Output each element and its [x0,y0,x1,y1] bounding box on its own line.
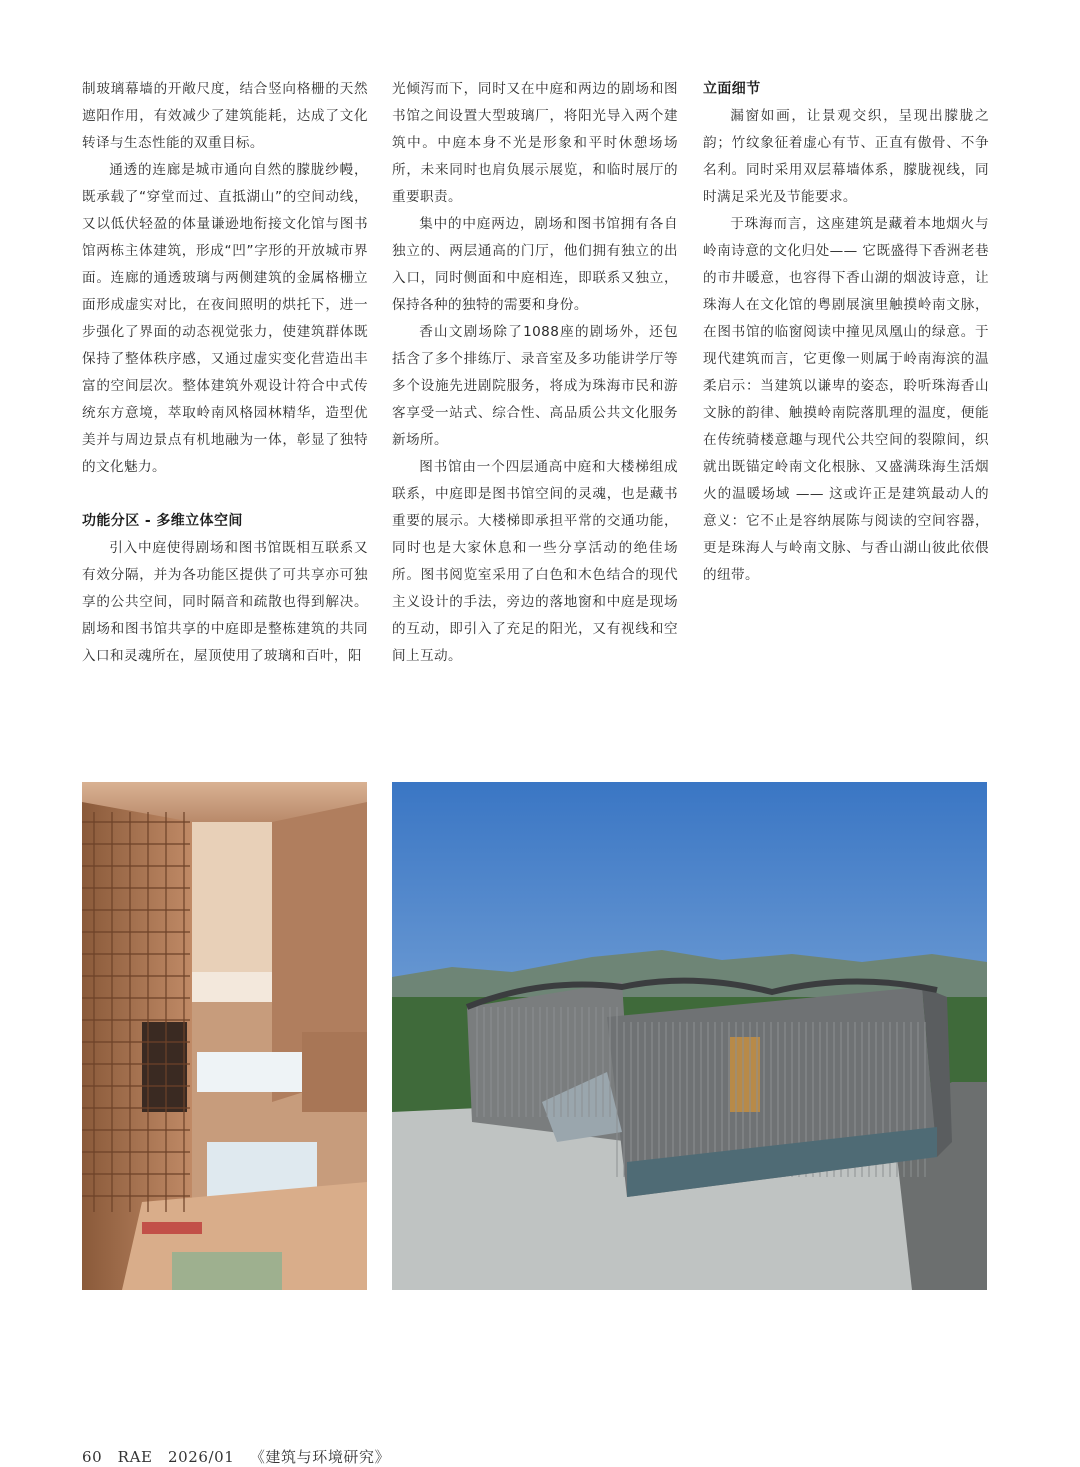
building-exterior-photo [392,782,987,1290]
paragraph: 光倾泻而下，同时又在中庭和两边的剧场和图书馆之间设置大型玻璃厂，将阳光导入两个建筑中。中庭本身不光是形象和平时休憩场场所，未来同时也肩负展示展览，和临时展厅的重要职责。 [392,81,678,205]
paragraph: 通透的连廊是城市通向自然的朦胧纱幔，既承载了“穿堂而过、直抵湖山”的空间动线，又以低伏轻盈的体量谦逊地衔接文化馆与图书馆两栋主体建筑，形成“凹”字形的开放城市界面。连廊的通透玻璃与两侧建筑的金属格栅立面形成虚实对比，在夜间照明的烘托下，进一步强化了界面的动态视觉张力，使建筑群体既保持了整体秩序感，又通过虚实变化营造出丰富的空间层次。整体建筑外观设计符合中式传统东方意境，萃取岭南风格园林精华，造型优美并与周边景点有机地融为一体，彰显了独特的文化魅力。 [82,162,368,475]
paragraph: 于珠海而言，这座建筑是藏着本地烟火与岭南诗意的文化归处—— 它既盛得下香洲老巷的市井暖意，也容得下香山湖的烟波诗意，让珠海人在文化馆的粤剧展演里触摸岭南文脉，在图书馆的临窗阅读中撞见凤凰山的绿意。于现代建筑而言，它更像一则属于岭南海滨的温柔启示：当建筑以谦卑的姿态，聆听珠海香山文脉的韵律、触摸岭南院落肌理的温度，便能在传统骑楼意趣与现代公共空间的裂隙间，织就出既锚定岭南文化根脉、又盛满珠海生活烟火的温暖场域 —— 这或许正是建筑最动人的意义：它不止是容纳展陈与阅读的空间容器，更是珠海人与岭南文脉、与香山湖山彼此依偎的纽带。 [703,216,989,583]
paragraph: 制玻璃幕墙的开敞尺度，结合竖向格栅的天然遮阳作用，有效减少了建筑能耗，达成了文化转译与生态性能的双重目标。 [82,81,368,151]
journal-abbr: RAE [117,1448,153,1466]
text-column-2 [392,76,678,670]
text-column-3 [703,76,989,589]
page-footer [82,1446,400,1467]
paragraph: 香山文剧场除了1088座的剧场外，还包括含了多个排练厅、录音室及多功能讲学厅等多个设施先进剧院服务，将成为珠海市民和游客享受一站式、综合性、高品质公共文化服务新场所。 [392,324,678,448]
paragraph: 图书馆由一个四层通高中庭和大楼梯组成联系，中庭即是图书馆空间的灵魂，也是藏书重要的展示。大楼梯即承担平常的交通功能，同时也是大家休息和一些分享活动的绝佳场所。图书阅览室采用了白色和木色结合的现代主义设计的手法，旁边的落地窗和中庭是现场的互动，即引入了充足的阳光，又有视线和空间上互动。 [392,459,678,664]
section-heading: 功能分区 - 多维立体空间 [82,513,243,529]
paragraph: 集中的中庭两边，剧场和图书馆拥有各自独立的、两层通高的门厅，他们拥有独立的出入口，同时侧面和中庭相连，即联系又独立，保持各种的独特的需要和身份。 [392,216,678,313]
library-atrium-photo [82,782,367,1290]
paragraph: 漏窗如画，让景观交织，呈现出朦胧之韵；竹纹象征着虚心有节、正直有傲骨、不争名利。同时采用双层幕墙体系，朦胧视线，同时满足采光及节能要求。 [703,108,989,205]
section-heading: 立面细节 [703,81,761,97]
text-column-1 [82,76,368,670]
issue: 2026/01 [167,1448,235,1466]
journal-title: 《建筑与环境研究》 [249,1448,391,1466]
page-number: 60 [82,1448,103,1466]
paragraph: 引入中庭使得剧场和图书馆既相互联系又有效分隔，并为各功能区提供了可共享亦可独享的公共空间，同时隔音和疏散也得到解决。剧场和图书馆共享的中庭即是整栋建筑的共同入口和灵魂所在，屋顶使用了玻璃和百叶，阳 [82,540,368,664]
